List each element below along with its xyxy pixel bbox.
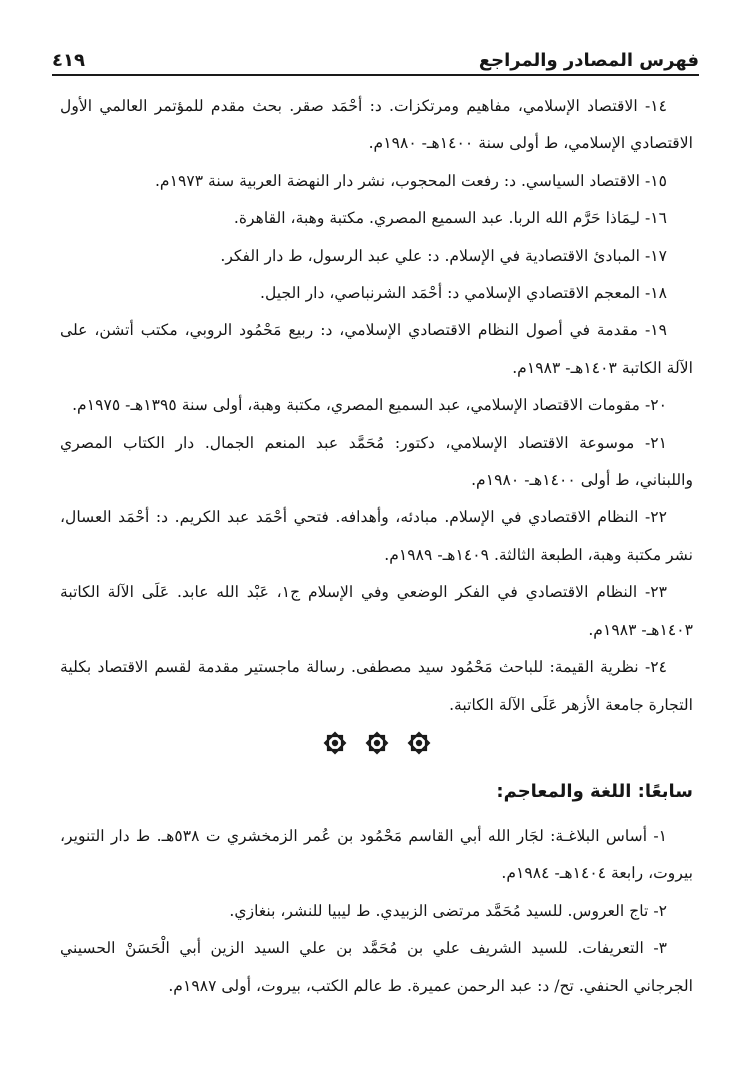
page-header: [52, 44, 699, 76]
bibliography-entry: ٢٢- النظام الاقتصادي في الإسلام. مبادئه، وأهدافه. فتحي أحْمَد عبد الكريم. د: أحْمَد العسال، نشر مكتبة وهبة، الطبعة الثالثة. ١٤٠٩هـ- ١٩٨٩م.: [60, 508, 693, 564]
bibliography-entry: ١٩- مقدمة في أصول النظام الاقتصادي الإسلامي، د: ربيع مَحْمُود الروبي، مكتب أتشن، على الآلة الكاتبة ١٤٠٣هـ- ١٩٨٣م.: [60, 321, 693, 377]
bibliography-entry: ٢١- موسوعة الاقتصاد الإسلامي، دكتور: مُحَمَّد عبد المنعم الجمال. دار الكتاب المصري واللبناني، ط أولى ١٤٠٠هـ- ١٩٨٠م.: [60, 433, 693, 490]
page-number: ٤١٩: [52, 50, 85, 71]
bibliography-entry: ٢٤- نظرية القيمة: للباحث مَحْمُود سيد مصطفى. رسالة ماجستير مقدمة لقسم الاقتصاد بكلية التجارة جامعة الأزهر عَلَى الآلة الكاتبة.: [60, 658, 693, 714]
bibliography-entry: ١٥- الاقتصاد السياسي. د: رفعت المحجوب، نشر دار النهضة العربية سنة ١٩٧٣م.: [154, 171, 667, 190]
bibliography-entry: ٢٣- النظام الاقتصادي في الفكر الوضعي وفي الإسلام ج١، عَبْد الله عابد. عَلَى الآلة الكاتبة ١٤٠٣هـ- ١٩٨٣م.: [60, 583, 693, 639]
bibliography-entry: ١- أساس البلاغـة: لجَار الله أبي القاسم مَحْمُود بن عُمر الزمخشري ت ٥٣٨هـ. ط دار التنوير، بيروت، رابعة ١٤٠٤هـ- ١٩٨٤م.: [60, 826, 693, 883]
star-flower-icon: [365, 731, 389, 755]
star-flower-icon: [407, 731, 431, 755]
running-title: فهرس المصادر والمراجع: [478, 50, 699, 71]
bibliography-entry: ١٦- لـِمَاذا حَرَّم الله الربا. عبد السميع المصري. مكتبة وهبة، القاهرة.: [233, 209, 667, 228]
bibliography-content: [60, 88, 693, 1005]
section-ornaments: [60, 724, 693, 762]
section-heading: سابعًا: اللغة والمعاجم:: [496, 780, 693, 802]
bibliography-entry: ١٧- المبادئ الاقتصادية في الإسلام. د: علي عبد الرسول، ط دار الفكر.: [220, 246, 667, 265]
bibliography-entry: ٣- التعريفات. للسيد الشريف علي بن مُحَمَّد بن علي السيد الزين أبي الْحَسَنْ الحسيني الجرجاني الحنفي. تح/ د: عبد الرحمن عميرة. ط عالم الكتب، بيروت، أولى ١٩٨٧م.: [60, 939, 693, 995]
bibliography-entry: ١٤- الاقتصاد الإسلامي، مفاهيم ومرتكزات. د: أحْمَد صقر. بحث مقدم للمؤتمر العالمي الأول الاقتصادي الإسلامي، ط أولى سنة ١٤٠٠هـ- ١٩٨٠م.: [60, 97, 693, 153]
bibliography-entry: ٢٠- مقومات الاقتصاد الإسلامي، عبد السميع المصري، مكتبة وهبة، أولى سنة ١٣٩٥هـ- ١٩٧٥م.: [72, 396, 667, 415]
bibliography-entry: ١٨- المعجم الاقتصادي الإسلامي د: أحْمَد الشرنباصي، دار الجيل.: [260, 284, 667, 303]
bibliography-entry: ٢- تاج العروس. للسيد مُحَمَّد مرتضى الزبيدي. ط ليبيا للنشر، بنغازي.: [229, 901, 667, 920]
star-flower-icon: [323, 731, 347, 755]
